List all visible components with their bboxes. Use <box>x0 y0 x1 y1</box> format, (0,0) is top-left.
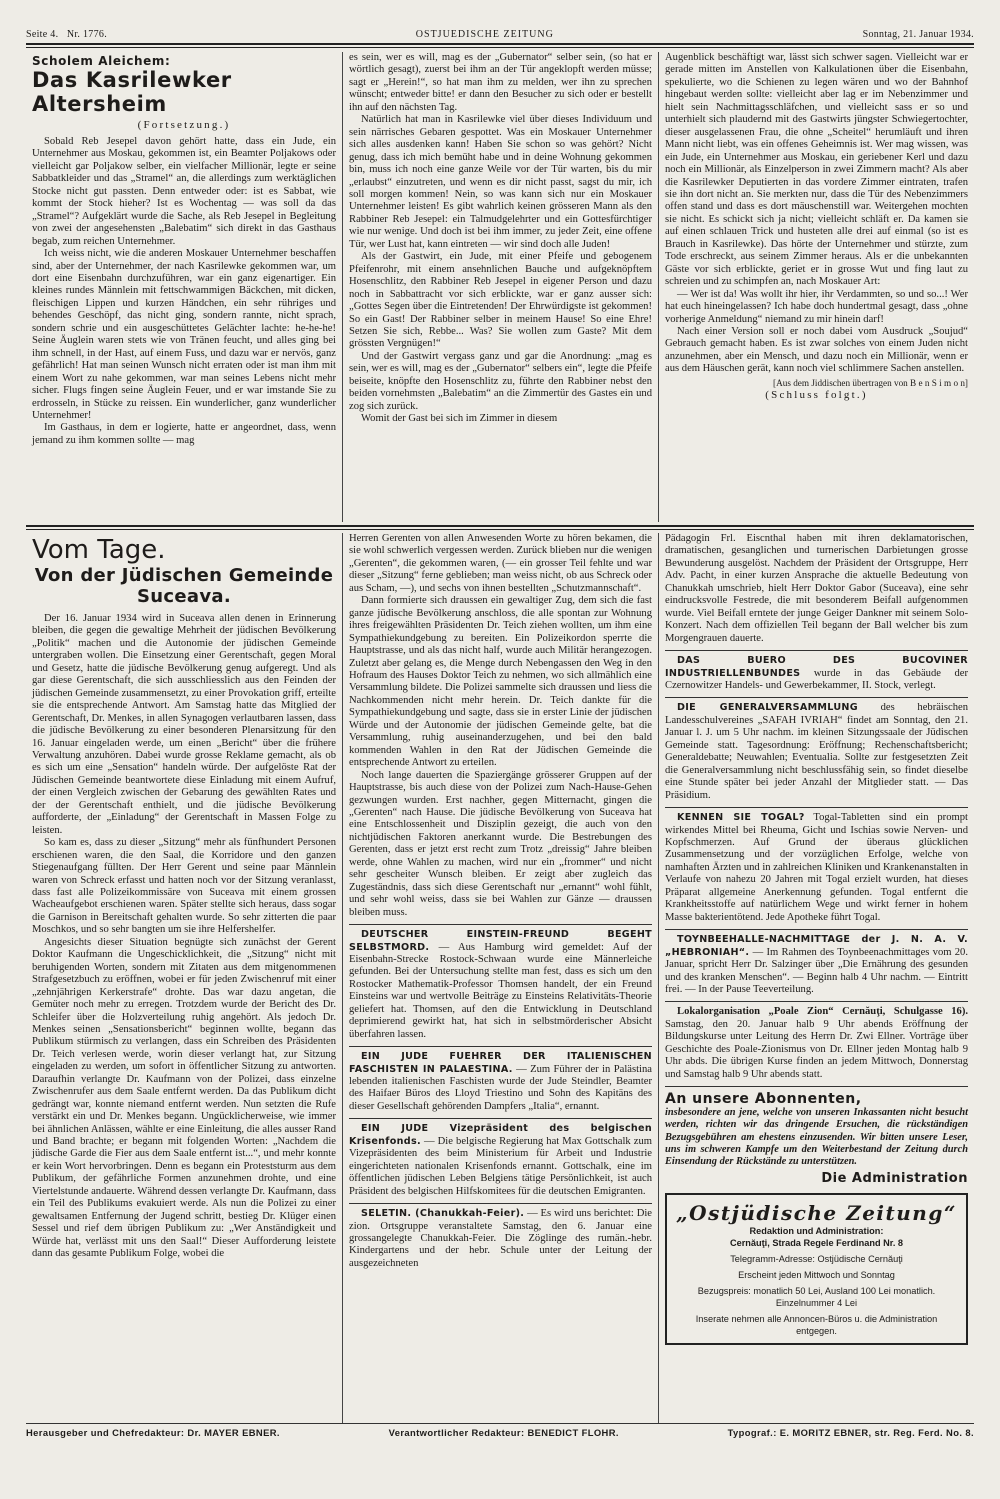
news-item-head: Lokalorganisation „Poale Zion“ Cernăuţi, Schulgasse 16). <box>677 1006 968 1018</box>
imprint-printer: Typograf.: E. MORITZ EBNER, str. Reg. Ferd. No. 8. <box>727 1427 974 1438</box>
news-item: Pädagogin Frl. Eiscnthal haben mit ihren deklamatorischen, dramatischen, gesanglichen und turnerischen Darbietungen grosse Bewunderung ausgelöst. Nachdem der Präsident der Ortsgruppe, Herr Adv. Pacht, in einer kurzen Ansprache die aktuelle Bedeutung von Chanukkah umschrieb, hielt Herr Doktor Gabor (Suceava), eine sehr eindrucksvolle Festrede, die mit besonderem Beifall aufgenommen wurde. Viel Beifall erntete der junge Geiger Dankner mit seinem Solo-Konzert. Nach dem offiziellen Teil begann der Ball welcher bis zum Morgengrauen dauerte. <box>665 533 968 644</box>
news-item-head: KENNEN SIE TOGAL? <box>677 812 805 824</box>
newspaper-page <box>26 24 974 1476</box>
page-number: Seite 4. Nr. 1776. <box>26 29 108 40</box>
story-paragraph: Nach einer Version soll er noch dabei vom Ausdruck „Soujud“ Gebrauch gemacht haben. Es ist zwar solches von einem Juden nicht anzunehmen, aber ein Mensch, und dazu noch ein Millionär, wenn er aus dem Häuschen gerät, kann noch viel schlimmere Sachen anstellen. <box>665 325 968 375</box>
translation-credit: [Aus dem Jiddischen übertragen von B e n S i m o n] <box>773 377 968 388</box>
administration-signature: Die Administration <box>821 1170 968 1186</box>
story-paragraph: Als der Gastwirt, ein Jude, mit einer Pfeife und gebogenem Pfeifenrohr, mit einem ansehnlichen Bauche und aufgeknöpftem Hosenschlitz, den Rabbiner Reb Jesepel in eigener Person und dazu noch in Sabbattracht vor sich erblickte, war er ganz ausser sich: „Gottes Segen über die Eintretenden! Der Ehrwürdigste ist gekommen! So ein Gast! Der Rabbiner selber in meinem Hause! So eine Ehre! Setzen Sie sich, Rebbe... Was? Sie wollen zum Gaste? Mit dem grössten Vergnügen!“ <box>349 251 652 350</box>
divider <box>665 697 968 698</box>
news-item: DIE GENERALVERSAMMLUNG des hebräischen Landesschulvereines „SAFAH IVRIAH“ findet am Sonntag, den 21. Januar l. J. um 5 Uhr nachm. im kleinen Sitzungssaale der Jüdischen Gemeinde statt. Tagesordnung: Eröffnung; Rechenschaftsbericht; Generaldebatte; Neuwahlen; Eventualia. Sollte zur festgesetzten Zeit die Generalversammlung nicht beschlussfähig sein, so findet dieselbe eine Stunde später bei jeder Anzahl der Mitglieder statt. — Das Präsidium. <box>665 702 968 801</box>
story-continuation: (Fortsetzung.) <box>137 119 231 131</box>
divider <box>665 650 968 651</box>
article-paragraph: Herren Gerenten von allen Anwesenden Worte zu hören bekamen, die sie wohl schwerlich vergessen werden. Zurück blieben nur die wenigen „Gerenten“, die gekommen waren, (— ein grosser Teil fehlte und war dieser „Sitzung“ ferne geblieben; man weiss nicht, ob aus Schreck oder aus Scham, —), und sechs von ihnen bestellten „Schutzmannschaft“. <box>349 533 652 594</box>
news-item: EIN JUDE Vizepräsident des belgischen Krisenfonds. — Die belgische Regierung hat Max Gottschalk zum Vizepräsidenten des beim Ministerium für Arbeit und Industrie eingerichteten nationalen Krisenfonds ernannt. Gottschalk, eine im öffentlichen jüdischen Leben Belgiens tätige Persönlichkeit, ist auch Präsident des belgischen Hilfskomitees für die deutschen Emigranten. <box>349 1123 652 1197</box>
masthead-telegram: Telegramm-Adresse: Ostjüdische Cernăuţi <box>730 1253 903 1264</box>
story-title: Das Kasrilewker Altersheim <box>32 68 232 116</box>
news-item: DAS BUERO DES BUCOVINER INDUSTRIELLENBUNDES wurde in das Gebäude der Czernowitzer Handels- und Gewerbekammer, II. Stock, verlegt. <box>665 655 968 691</box>
divider <box>349 1118 652 1119</box>
news-item-head: DEUTSCHER EINSTEIN-FREUND BEGEHT SELBSTMORD. <box>349 929 652 953</box>
head-rule <box>26 43 974 48</box>
news-item: EIN JUDE FUEHRER DER ITALIENISCHEN FASCHISTEN IN PALAESTINA. — Zum Führer der in Palästina lebenden italienischen Faschisten wurde der Jude Steindler, Beamter des Haifaer Büros des Lloyd Triestino und Sohn des Kapitäns des dieser Gesellschaft gehörenden Dampfers „Italia“, ernannt. <box>349 1051 652 1112</box>
masthead-price: Bezugspreis: monatlich 50 Lei, Ausland 100 Lei monatlich. Einzelnummer 4 Lei <box>697 1285 936 1308</box>
news-item: TOYNBEEHALLE-NACHMITTAGE der J. N. A. V. „HEBRONIAH“. — Im Rahmen des Toynbeenachmittages vom 20. Januar, spricht Herr Dr. Salzinger über „Die Ernährung des gesunden und des kranken Menschen“. — Beginn halb 4 Uhr nachm. — Eintritt frei. — In der Pause Teeverteilung. <box>665 934 968 995</box>
divider <box>349 1203 652 1204</box>
news-column-3 <box>658 533 974 1423</box>
band-rule <box>26 525 974 530</box>
masthead-line: Redaktion und Administration: <box>749 1225 884 1236</box>
story-paragraph: Natürlich hat man in Kasrilewke viel über dieses Individuum und sein närrisches Gebaren gespottet. Was ein Moskauer Unternehmer sich alles ausdenken kann! Haben Sie schon so was gehört? Nicht genug, dass ich mich bemüht habe und in deine Wohnung gekommen bin, muss ich noch eine ganze Weile vor der Tür warten, bis du mir „erlaubst“ einzutreten, und wenn es dir nicht passt, sagst du mir, ich soll morgen kommen! Nein, so was kann sich nur ein Moskauer Unternehmer leisten! Es gibt wahrlich keinen grösseren Mann als den Rabbiner Reb Jesepel: ein Talmudgelehrter und ein Gottesfürchtiger wie nur wenige. Und doch ist bei ihm immer, zu jeder Zeit, eine offene Tür, wer Lust hat, kann eintreten — wir sind doch alle Juden! <box>349 114 652 250</box>
story-paragraph: es sein, wer es will, mag es der „Gubernator“ selber sein, (so hat er wörtlich gesagt), zuerst bei ihm an der Tür angeklopft werden müsse; sagt er „Herein!“, so hat man ihm zu melden, wer ihn zu sprechen wünscht; entweder bitte! er dann den Besucher zu sich oder er bestellt ihn auf den nächsten Tag. <box>349 52 652 113</box>
subscriber-notice-title: An unsere Abonnenten, <box>665 1091 862 1108</box>
news-band <box>26 533 974 1423</box>
divider <box>665 1001 968 1002</box>
masthead-address: Cernăuţi, Strada Regele Ferdinand Nr. 8 <box>729 1237 904 1248</box>
divider <box>665 1086 968 1087</box>
divider <box>665 807 968 808</box>
story-paragraph: Augenblick beschäftigt war, lässt sich schwer sagen. Vielleicht war er gerade mitten im Anstellen von Kalkulationen über die Eisenbahn, spekulierte, wo die Schienen zu legen wären und wo der Bahnhof hingebaut werden sollte: vielleicht aber lag er im Nebenzimmer und hielt sein Nachmittagsschläfchen, und vielleicht sass er so und unterhielt sich plaudernd mit des Gastwirts jüngster Schwiegertochter, dieser ausgelassenen Frau, die ohne „Scheitel“ herumläuft und ihren Mann nicht liebt, was ein offenes Geheimnis ist. Wer mag wissen, was ein Jude, ein Unternehmer aus Moskau, ein geriebener Kerl und dazu noch ein Millionär, als Einzelperson in zwei Zimmern macht? Als aber die Kasrilewker Deputierten in das vordere Zimmer eintraten, trafen sie ihn dort nicht an. Sie merkten nur, dass die Tür des Nebenzimmers offen stand und dass es dort mäuschenstill war. Weitergehen mochten sie nicht. Es schickt sich ja nicht; vielleicht schläft er. Da kamen sie auf einen schlauen Trick und husteten alle drei auf einmal (so ist es Brauch in Kasrilewke). Das hörte der Unternehmer und stürzte, zum Tode erschreckt, aus seinem Zimmer heraus. Als er die unbekannten Gäste vor sich erblickte, geriet er in grosse Wut und fing laut zu schreien und zu schimpfen an, nach Moskauer Art: <box>665 52 968 288</box>
issue-date: Sonntag, 21. Januar 1934. <box>862 29 974 40</box>
story-paragraph: Womit der Gast bei sich im Zimmer in diesem <box>361 413 558 425</box>
running-head <box>26 24 974 40</box>
divider <box>349 924 652 925</box>
news-item-head: SELETIN. (Chanukkah-Feier). <box>361 1208 525 1220</box>
story-paragraph: Im Gasthaus, in dem er logierte, hatte er angeordnet, dass, wenn jemand zu ihm kommen sollte — mag <box>32 422 336 446</box>
news-item: SELETIN. (Chanukkah-Feier). — Es wird uns berichtet: Die zion. Ortsgruppe veranstaltete Samstag, den 6. Januar eine grossangelegte Chanukkah-Feier. Die Zöglinge des rumän.-hebr. Kindergartens und der hebr. Schule unter der Leitung der ausgezeichneten <box>349 1208 652 1269</box>
news-item-head: EIN JUDE FUEHRER DER ITALIENISCHEN FASCHISTEN IN PALAESTINA. <box>349 1051 652 1075</box>
story-paragraph: — Wer ist da! Was wollt ihr hier, ihr Verdammten, so und so...! Wer hat euch hineingelassen? Ich habe doch hundertmal gesagt, dass „ohne vorherige Anmeldung“ niemand zu mir hinein darf! <box>665 288 968 325</box>
masthead-title: „Ostjüdische Zeitung“ <box>676 1200 957 1225</box>
story-column-2 <box>342 52 658 522</box>
article-paragraph: Angesichts dieser Situation begnügte sich zunächst der Gerent Doktor Kaufmann die Ungeschicklichkeit, die „Sitzung“ nicht mit beruhigenden Worten, sondern mit Zitaten aus dem mitgenommenen Strafgesetzbuch zu eröffnen, wobei er für jeden Zwischenruf mit einer „zehnjährigen Kerkerstrafe“ drohte. Das war dazu angetan, die Gemüter noch mehr zu erregen. Trotzdem wurde der Bericht des Dr. Schleifer über die Holzverteilung ruhig angehört. Als jedoch Dr. Menkes seinen „Sensationsbericht“ beginnen wollte, begann das Publikum stürmisch zu verlangen, dass ein Schreiben des Präsidenten Dr. Teich verlesen werde, worin dieser verlangt hat, zur Sitzung eingeladen zu werden, um sofort in öffentlicher Sitzung zu antworten. Daraufhin verlangte Dr. Kaufmann von der Polizei, dass einzelne Zwischenrufer aus dem Saale entfernt werden. Da das Publikum dicht gedrängt war, konnte niemand entfernt werden. Nun setzten die Rufe verstärkt ein und Dr. Menkes begann. Ungücklicherweise, wie immer bei ähnlichen Anlässen, wählte er eine Einleitung, die alles ausser Rand und Band brachte; er begann mit folgenden Worten: „Nachdem die jüdische Garde die Fier aus dem Saale entfernt ist...“, und mehr konnte er kein Wort hervorbringen. Denn es begann ein Proteststurm aus dem Publikum, der gefährliche Formen anzunehmen drohte, und eine Viertelstunde andauerte. Während dessen verlangte Dr. Kaufmann, dass ein Teil des Publikums evakuiert werde. Als nun die Polizei zu einer gewaltsamen Entfernung der Jugend schritt, bestieg Dr. Klüger einen Sessel und rief dem übrigen Publikum zu: „Wer Anständigkeit und Würde hat, verlässt mit uns den Saal!“ Dieser Aufforderung leistete dann das gesamte Publikum Folge, wobei die <box>32 936 336 1260</box>
story-paragraph: Und der Gastwirt vergass ganz und gar die Anordnung: „mag es sein, wer es will, mag es der „Gubernator“ selbers ein“, legte die Pfeife beiseite, knöpfte den Hosenschlitz zu, führte den Rabbiner nebst den beiden vornehmsten „Balebatim“ an die Zimmertür des Gastes ein und zog sich zurück. <box>349 350 652 412</box>
imprint-publisher: Herausgeber und Chefredakteur: Dr. MAYER EBNER. <box>26 1427 280 1438</box>
imprint-footer <box>26 1423 974 1438</box>
paper-name: OSTJUEDISCHE ZEITUNG <box>415 29 554 40</box>
news-column-2 <box>342 533 658 1423</box>
article-paragraph: Dann formierte sich draussen ein gewaltiger Zug, dem sich die fast ganze jüdische Bevölkerung anschloss, die alle spontan zur Wohnung ihres freigewählten Präsidenten Dr. Teich ziehen wollten, um ihm eine Sympathiekundgebung zu bereiten. Ein Polizeikordon sperrte die Hauptstrasse, und als das nicht half, wurde auch Militär herangezogen. Zuletzt aber gelang es, die Menge durch Nebengassen den Weg in den Hofraum des Hauses Doktor Teich zu nehmen, wo sich allmählich eine Versammlung bildete. Die Polizei sammelte sich draussen und liess die Nachkommenden nicht mehr herein. Dr. Teich dankte für die Sympathiekundgebung und sagte, dass sie in erster Linie der jüdischen Würde und der Autonomie der jüdischen Gemeinde gelte, bat die Versammlung, ruhig auseinanderzugehen, und bei den bald kommenden Wahlen in den Rat der Jüdischen Gemeinde die entsprechende Antwort zu erteilen. <box>349 595 652 769</box>
article-paragraph: Der 16. Januar 1934 wird in Suceava allen denen in Erinnerung bleiben, die gegen die gewaltige Mehrheit der jüdischen Bevölkerung „Politik“ machen und die Autonomie der jüdischen Gemeinde untergraben wollen. Die Einsetzung einer Gerentschaft, gegen Moral und Gesetz, hatte die jüdische Bevölkerung genug aufgeregt. Und als gar diese Gerentschaft, die sich ausschliesslich aus den Feinden der jüdischen Gemeinde zusammensetzt, zu einer Provokation griff, erteilte sie die entsprechende Antwort. Am Samstag hatte das Mitglied der Gerentschaft, Dr. Menkes, in allen Synagogen verlautbaren lassen, dass die jüdische Bevölkerung zu einer besonderen Plenarsitzung für den 16. Januar eingeladen werde, um einen „Bericht“ über die frühere Verwaltung anzuhören. Dabei wurde grosse Reklame gemacht, als ob es sich um eine „Sensation“ handeln würde. Der aufgelöste Rat der Jüdischen Gemeinde beantwortete diese Einladung mit einem Aufruf, der einen Vergleich zwischen der Gebarung des gewählten Rates und der der Gerentschaft enthielt, und die jüdische Bevölkerung aufforderte, der „Einladung“ der Gerentschaft in Massen Folge zu leisten. <box>32 613 336 836</box>
news-item-head: DAS BUERO DES BUCOVINER INDUSTRIELLENBUNDES <box>665 655 968 679</box>
divider <box>349 1046 652 1047</box>
story-paragraph: Ich weiss nicht, wie die anderen Moskauer Unternehmer beschaffen sind, aber der Unternehmer, der nach Kasrilewke gekommen war, um dort eine Eisenbahn durchzuführen, war ein ganz eigenartiger. Ein kleines rundes Männlein mit fettschwammigen Bäckchen, mit dicken, fleischigen Lippen und kurzen Händchen, ein sehr rühriges und behendes Geschöpf, das nicht ging, sondern rannte, nicht sprach, sondern schrie und ein ausgeschüttetes Gelächter lachte: he-he-he! Seine Äuglein waren stets wie von Tränen feucht, und alles ging bei ihm schnell, in der Hast, auf einem Fuss, und dazu war er nervös, ganz gefährlich! Hat man seinen Wunsch nicht erraten oder ist man ihm mit einem Wort zu nahe gekommen, war man seines Lebens nicht mehr sicher. Flugs fingen seine Äuglein Feuer, und er war imstande Sie zu erdrosseln, in Stücke zu reissen. Ein wunderlicher, ganz wunderlicher Unternehmer! <box>32 248 336 421</box>
news-item-head: DIE GENERALVERSAMMLUNG <box>677 702 858 714</box>
news-item-head: EIN JUDE Vizepräsident des belgischen Krisenfonds. <box>349 1123 652 1147</box>
story-band <box>26 52 974 522</box>
story-author: Scholem Aleichem: <box>32 54 171 68</box>
news-item: DEUTSCHER EINSTEIN-FREUND BEGEHT SELBSTMORD. — Aus Hamburg wird gemeldet: Auf der Eisenbahn-Strecke Rostock-Schwaan wurde eine Männerleiche gefunden. Bei der Untersuchung stellte man fest, dass es sich um den Rostocker Mathematik-Professor Thomsen handelt, der ein Freund Einsteins war und wertvolle Beiträge zu Einsteins Relativitäts-Theorie geliefert hat. Thomsen, auf den die Entwicklung in Deutschland deprimierend gewirkt hat, hat sich in selbstmörderischer Absicht überfahren lassen. <box>349 929 652 1040</box>
imprint-editor: Verantwortlicher Redakteur: BENEDICT FLOHR. <box>388 1427 619 1438</box>
news-column-1 <box>26 533 342 1423</box>
story-column-3 <box>658 52 974 522</box>
to-be-concluded: (Schluss folgt.) <box>765 388 868 401</box>
story-paragraph: Sobald Reb Jesepel davon gehört hatte, dass ein Jude, ein Unternehmer aus Moskau, gekommen ist, ein Beamter Poljakows oder vielleicht gar Poljakow selber, ein vielfacher Millionär, legte er seine Sabbatkleider und das „Stramel“ an, die allerdings zum werktäglichen Stocke nicht gut passten. Denn entweder oder: ist es Sabbat, wie kommt der Stock hieher? Ist es Wochentag — was soll da das „Stramel“? Aufgeklärt wurde die Sache, als Reb Jesepel in Begleitung von zwei der angesehensten „Balebatim“ sich direkt in das Gasthaus begab, zum reichen Unternehmer. <box>32 136 336 247</box>
subscriber-notice-body: insbesondere an jene, welche von unseren Inkassanten nicht besucht werden, richten wir das dringende Ersuchen, die rückständigen Bezugsgebühren am ehestens einzusenden. Wir bitten unsere Leser, uns im schweren Kampfe um den Weiterbestand der Zeitung durch Einsendung der Rückstände zu unterstützen. <box>665 1107 968 1168</box>
masthead-ads: Inserate nehmen alle Annoncen-Büros u. die Administration entgegen. <box>695 1313 938 1336</box>
news-item: Lokalorganisation „Poale Zion“ Cernăuţi, Schulgasse 16). Samstag, den 20. Januar halb 9 Uhr abends Eröffnung der Bildungskurse unter Leitung des Herrn Dr. Zwi Ellner. Vorträge über Geschichte des Poale-Zionismus von Dr. Ellner jeden Montag halb 9 Uhr abds. Die übrigen Kurse finden an jedem Mittwoch, Donnerstag und Samstag halb 9 Uhr abends statt. <box>665 1006 968 1080</box>
masthead-schedule: Erscheint jeden Mittwoch und Sonntag <box>738 1269 895 1280</box>
article-paragraph: Noch lange dauerten die Spaziergänge grösserer Gruppen auf der Hauptstrasse, bis auch diese von der Polizei zum Nach-Hause-Gehen gezwungen wurden. Erst nachher, gegen Mitternacht, gingen die „Gerenten“ nach Hause. Die jüdische Bevölkerung von Suceava hat eine Entschlossenheit und Disziplin gezeigt, die auch von den nichtjüdischen Faktoren anerkannt wurde. Die Bestrebungen des Gerenten, dass er jetzt erst recht zum Trotz „dreissig“ Jahre bleiben werde, ohne Wahlen zu machen, wird nur ein „frommer“ und nicht sehr gescheiter Wunsch bleiben. Er zeigt aber zugleich das Zugeständnis, dass sich diese Gerentschaft nur „ernannt“ wohl fühlt, und sehr wohl weiss, dass sie bei Wahlen zur Gänze — draussen bleiben muss. <box>349 769 652 918</box>
article-headline: Von der Jüdischen Gemeinde Suceava. <box>34 565 334 607</box>
masthead-box <box>665 1193 968 1345</box>
news-item-head: TOYNBEEHALLE-NACHMITTAGE der J. N. A. V. „HEBRONIAH“. <box>665 934 968 958</box>
news-item: KENNEN SIE TOGAL? Togal-Tabletten sind ein prompt wirkendes Mittel bei Rheuma, Gicht und Ischias sowie Nerven- und Kopfschmerzen. Auf Grund der überaus glücklichen Zusammensetzung und der vorzüglichen Erfolge, welche von namhaften Ärzten und in zahlreichen Kliniken und Krankenanstalten in Verlaufe von nahezu 20 Jahren mit Togal erzielt wurden, hat dieses Präparat allgemeine Anerkennung gefunden. Togal entfernt die Krankheitsstoffe auf natürlichem Wege und wirkt ferner in hohem Masse bakterientötend. Jede Apotheke führt Togal. <box>665 812 968 923</box>
article-paragraph: So kam es, dass zu dieser „Sitzung“ mehr als fünfhundert Personen erschienen waren, die den Saal, die Korridore und den ganzen Stiegenaufgang füllten. Der Herr Gerent und seine paar Männlein waren von Schreck erfasst und hatten noch vor der Sitzung veranlasst, dass fast alle Polizeikommissäre von Suceava mit einem grossen Wacheaufgebot erschienen waren. Später stellte sich heraus, dass sogar die Garnison in Bereitschaft gehalten wurde. So sehr zitterten die paar Moschkos, und so sehr bangten um sie ihre Helfershelfer. <box>32 837 336 936</box>
section-label: Vom Tage. <box>32 535 166 565</box>
divider <box>665 929 968 930</box>
story-column-1 <box>26 52 342 522</box>
